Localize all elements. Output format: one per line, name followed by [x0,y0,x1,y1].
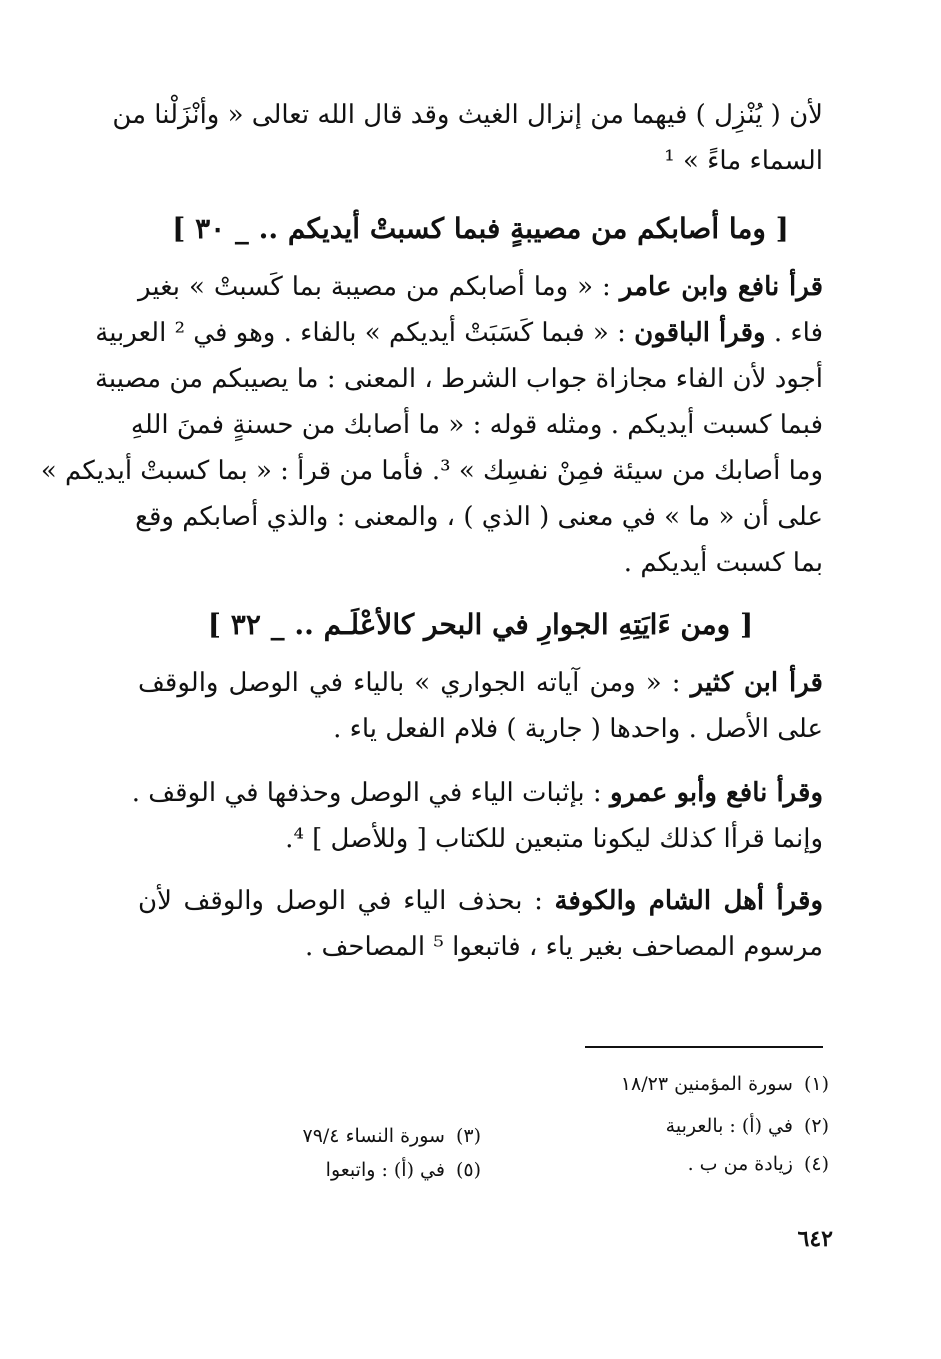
section-1-line-2-pre: فاء . [773,318,823,348]
section-1-line-3: أجود لأن الفاء مجازاة جواب الشرط ، المعنى : ما يصيبكم من مصيبة [94,364,823,394]
reader-name: وقرأ أهل الشام والكوفة [554,886,824,916]
section-1-line-5: وما أصابك من سيئة فمِنْ نفسِك » ³. فأما من قرأ : « بما كسبتْ أيديكم » [40,456,823,486]
footnote-5 [326,1156,481,1184]
section-2-para-3-text: : بحذف الياء في الوصل والوقف لأن [138,886,543,916]
footnote-number: (٢) [803,1115,829,1137]
reader-name: وقرأ الباقون [634,318,766,348]
reader-name: قرأ نافع وابن عامر [619,272,824,302]
reader-name: وقرأ نافع وأبو عمرو [609,778,823,808]
section-2-para-1-line-2: على الأصل . واحدها ( جارية ) فلام الفعل ياء . [333,714,823,744]
footnote-text: سورة النساء ٧٩/٤ [302,1125,445,1147]
footnote-1 [621,1070,829,1098]
footnote-number: (٥) [455,1159,481,1181]
section-2-para-1-line-1 [138,660,823,706]
footnote-number: (٤) [803,1153,829,1175]
section-2-para-2-line-1 [131,770,823,816]
section-1-line-2-text: : « فبما كَسَبَتْ أيديكم » بالفاء . وهو في ² العربية [95,318,626,348]
footnote-3 [303,1122,482,1150]
footnote-text: زيادة من ب . [687,1153,793,1175]
section-1-line-1 [138,264,823,310]
page-number: ٦٤٢ [797,1226,833,1252]
footnote-text: في (أ) : بالعربية [665,1115,793,1137]
section-2-para-3-line-2: مرسوم المصاحف بغير ياء ، فاتبعوا ⁵ المصاحف . [304,932,823,962]
footnote-number: (٣) [455,1125,481,1147]
intro-line-1: لأن ( يُنْزِل ) فيهما من إنزال الغيث وقد قال الله تعالى « وأنْزَلْنا من [112,100,823,130]
footnote-separator [585,1046,823,1048]
footnote-2 [666,1112,829,1140]
section-1-line-1-text: : « وما أصابكم من مصيبة بما كَسبتْ » بغير [138,272,611,302]
section-2-para-1-text: : « ومن آياته الجواري » بالياء في الوصل والوقف [138,668,681,698]
section-2-para-2-line-2: وإنما قرأا كذلك ليكونا متبعين للكتاب [ وللأصل ] ⁴. [285,824,823,854]
reader-name: قرأ ابن كثير [690,668,823,698]
section-2-heading: [ ومن ءَايَتِهِ الجوارِ في البحر كالأعْلَـم .. _ ٣٢ ] [207,608,754,641]
section-2-para-3-line-1 [138,878,823,924]
intro-line-2: السماء ماءً » ¹ [664,146,823,176]
section-2-para-2-text: : بإثبات الياء في الوصل وحذفها في الوقف . [131,778,602,808]
footnote-text: في (أ) : واتبعوا [325,1159,445,1181]
footnote-text: سورة المؤمنين ١٨/٢٣ [620,1073,793,1095]
footnote-number: (١) [803,1073,829,1095]
footnote-4 [688,1150,829,1178]
section-1-line-4: فبما كسبت أيديكم . ومثله قوله : « ما أصابك من حسنةٍ فمنَ اللهِ [130,410,823,440]
section-1-line-2 [95,310,823,356]
section-1-heading: [ وما أصابكم من مصيبةٍ فبما كسبتْ أيديكم .. _ ٣٠ ] [172,212,789,245]
section-1-line-7: بما كسبت أيديكم . [623,548,823,578]
section-1-line-6: على أن « ما » في معنى ( الذي ) ، والمعنى : والذي أصابكم وقع [135,502,823,532]
